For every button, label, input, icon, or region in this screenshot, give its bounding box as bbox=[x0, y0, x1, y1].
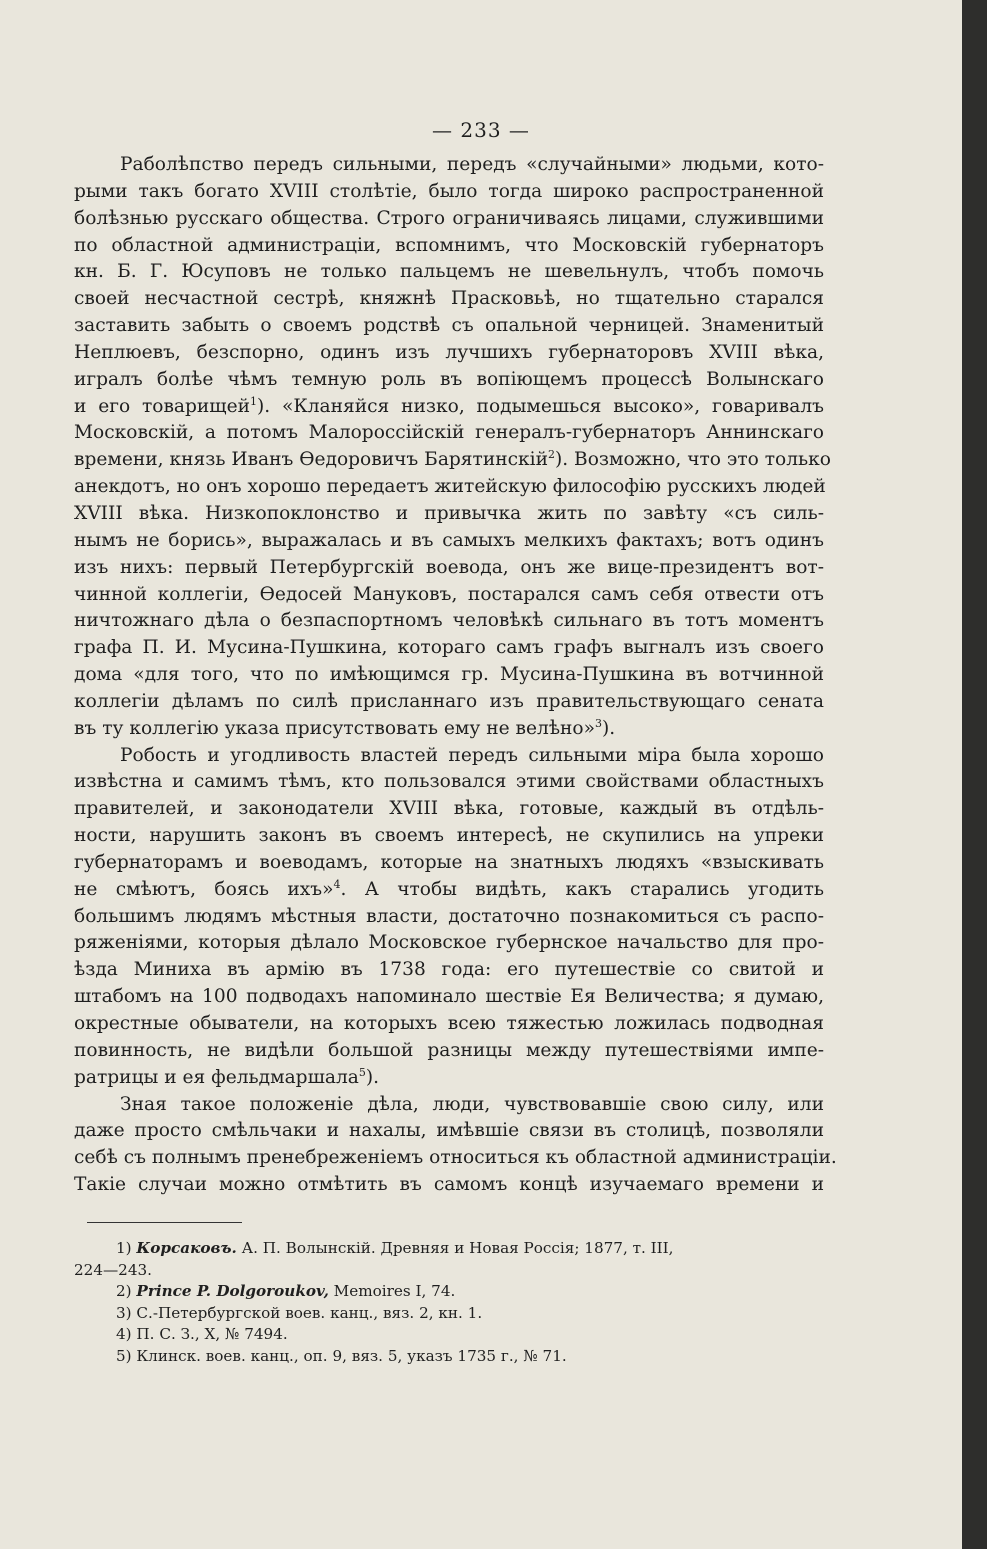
footnote-text: Memoires I, 74. bbox=[328, 1282, 456, 1300]
footnote-2 bbox=[74, 1281, 824, 1303]
footnote-text: А. П. Волынскій. Древняя и Новая Россія; 1877, т. III, bbox=[236, 1239, 674, 1257]
text-line bbox=[74, 447, 831, 474]
text-line: извѣстна и самимъ тѣмъ, кто пользовался этими свойствами областныхъ bbox=[74, 771, 824, 793]
text-line: Такіе случаи можно отмѣтить въ самомъ концѣ изучаемаго времени и bbox=[74, 1174, 824, 1196]
text-line: чинной коллегіи, Ѳедосей Мануковъ, постарался самъ себя отвести отъ bbox=[74, 583, 824, 605]
text-fragment: ). bbox=[365, 1066, 380, 1088]
footnote-divider bbox=[87, 1222, 242, 1223]
text-line: ничтожнаго дѣла о безпаспортномъ человѣкѣ сильнаго въ тотъ моментъ bbox=[74, 610, 824, 632]
footnote-mark: 1) bbox=[116, 1239, 132, 1257]
text-line: большимъ людямъ мѣстныя власти, достаточно познакомиться съ распо- bbox=[74, 905, 824, 927]
text-fragment: . А чтобы видѣть, какъ старались угодить bbox=[340, 878, 824, 900]
footnote-mark: 2) bbox=[116, 1282, 132, 1300]
text-line: ности, нарушить законъ въ своемъ интересѣ, не скупились на упреки bbox=[74, 825, 824, 847]
page-number: — 233 — bbox=[432, 118, 530, 142]
footnote-author: Prince P. Dolgoroukov, bbox=[136, 1282, 329, 1300]
text-line: губернаторамъ и воеводамъ, которые на знатныхъ людяхъ «взыскивать bbox=[74, 851, 824, 873]
text-line: анекдотъ, но онъ хорошо передаетъ житейскую философію русскихъ людей bbox=[74, 476, 826, 498]
text-line: изъ нихъ: первый Петербургскій воевода, онъ же вице-президентъ вот- bbox=[74, 556, 824, 578]
text-line: дома «для того, что по имѣющимся гр. Мусина-Пушкина въ вотчинной bbox=[74, 664, 824, 686]
footnotes bbox=[74, 1238, 824, 1367]
text-line: Раболѣпство передъ сильными, передъ «случайными» людьми, кото- bbox=[120, 154, 824, 175]
footnote-3 bbox=[74, 1303, 824, 1325]
text-line: правителей, и законодатели XVIII вѣка, готовые, каждый въ отдѣль- bbox=[74, 798, 824, 820]
text-line: графа П. И. Мусина-Пушкина, котораго самъ графъ выгналъ изъ своего bbox=[74, 637, 824, 659]
footnote-ref: 5 bbox=[358, 1065, 366, 1079]
text-fragment: ). Возможно, что это только bbox=[554, 449, 831, 471]
book-spine-edge bbox=[962, 0, 987, 1549]
footnote-5 bbox=[74, 1346, 824, 1368]
text-line: повинность, не видѣли большой разницы между путешествіями импе- bbox=[74, 1039, 824, 1061]
footnote-ref: 4 bbox=[333, 877, 341, 891]
text-line: коллегіи дѣламъ по силѣ присланнаго изъ правительствующаго сената bbox=[74, 690, 824, 712]
text-fragment: не смѣютъ, боясь ихъ» bbox=[74, 878, 334, 900]
paragraph-3 bbox=[74, 1092, 837, 1199]
text-fragment: въ ту коллегію указа присутствовать ему не велѣно» bbox=[74, 717, 596, 739]
text-line: XVIII вѣка. Низкопоклонство и привычка жить по завѣту «съ силь- bbox=[74, 502, 824, 524]
text-fragment: ). «Кланяйся низко, подымешься высоко», говаривалъ bbox=[256, 395, 824, 417]
text-line bbox=[74, 1065, 824, 1092]
text-line: заставить забыть о своемъ родствѣ съ опальной черницей. Знаменитый bbox=[74, 315, 824, 337]
text-line: ряженіями, которыя дѣлало Московское губернское начальство для про- bbox=[74, 932, 824, 954]
body-text bbox=[74, 152, 837, 1199]
text-line: по областной администраціи, вспомнимъ, что Московскій губернаторъ bbox=[74, 234, 824, 256]
footnote-ref: 3 bbox=[595, 716, 603, 730]
text-fragment: ). bbox=[602, 717, 616, 739]
footnote-1-continuation: 224—243. bbox=[74, 1260, 152, 1279]
text-line: окрестные обыватели, на которыхъ всею тяжестью ложилась подводная bbox=[74, 1013, 824, 1034]
text-fragment: и его товарищей bbox=[74, 395, 250, 417]
text-line: даже просто смѣльчаки и нахалы, имѣвшіе связи въ столицѣ, позволяли bbox=[74, 1120, 824, 1142]
text-line: себѣ съ полнымъ пренебреженіемъ относиться къ областной администраціи. bbox=[74, 1147, 837, 1169]
footnote-text: Клинск. воев. канц., оп. 9, вяз. 5, указъ 1735 г., № 71. bbox=[136, 1346, 567, 1365]
footnote-1 bbox=[74, 1238, 824, 1260]
text-line: Московскій, а потомъ Малороссійскій генералъ-губернаторъ Аннинскаго bbox=[74, 422, 824, 444]
footnote-mark: 5) bbox=[116, 1346, 132, 1365]
footnote-ref: 1 bbox=[249, 394, 257, 408]
text-line bbox=[74, 877, 824, 904]
text-line: нымъ не борись», выражалась и въ самыхъ мелкихъ фактахъ; вотъ одинъ bbox=[74, 529, 824, 551]
text-line: рыми такъ богато XVIII столѣтіе, было тогда широко распространенной bbox=[74, 180, 824, 202]
paragraph-1 bbox=[74, 152, 831, 743]
text-fragment: ратрицы и ея фельдмаршала bbox=[74, 1066, 359, 1088]
text-fragment: времени, князь Иванъ Ѳедоровичъ Барятинскій bbox=[74, 449, 548, 471]
text-line bbox=[74, 716, 824, 743]
footnote-author: Корсаковъ. bbox=[136, 1239, 237, 1257]
footnote-text: С.-Петербургской воев. канц., вяз. 2, кн. 1. bbox=[136, 1303, 483, 1322]
footnote-ref: 2 bbox=[547, 448, 555, 462]
text-line: своей несчастной сестрѣ, княжнѣ Прасковьѣ, но тщательно старался bbox=[74, 288, 824, 310]
paragraph-2 bbox=[74, 743, 824, 1092]
footnote-4 bbox=[74, 1324, 824, 1346]
footnote-mark: 3) bbox=[116, 1303, 132, 1322]
text-line bbox=[74, 394, 824, 421]
footnote-text: П. С. З., X, № 7494. bbox=[136, 1325, 288, 1343]
text-line: Зная такое положеніе дѣла, люди, чувствовавшіе свою силу, или bbox=[120, 1093, 824, 1115]
text-line: кн. Б. Г. Юсуповъ не только пальцемъ не шевельнулъ, чтобъ помочь bbox=[74, 261, 824, 283]
text-line: Неплюевъ, безспорно, одинъ изъ лучшихъ губернаторовъ XVIII вѣка, bbox=[74, 341, 824, 363]
text-line: Робость и угодливость властей передъ сильными міра была хорошо bbox=[120, 744, 824, 766]
text-line: игралъ болѣе чѣмъ темную роль въ вопіющемъ процессѣ Волынскаго bbox=[74, 368, 824, 390]
footnote-mark: 4) bbox=[116, 1325, 132, 1343]
text-line: штабомъ на 100 подводахъ напоминало шествіе Ея Величества; я думаю, bbox=[74, 986, 824, 1008]
text-line: болѣзнью русскаго общества. Строго ограничиваясь лицами, служившими bbox=[74, 207, 824, 229]
text-line: ѣзда Миниха въ армію въ 1738 года: его путешествіе со свитой и bbox=[74, 959, 824, 981]
